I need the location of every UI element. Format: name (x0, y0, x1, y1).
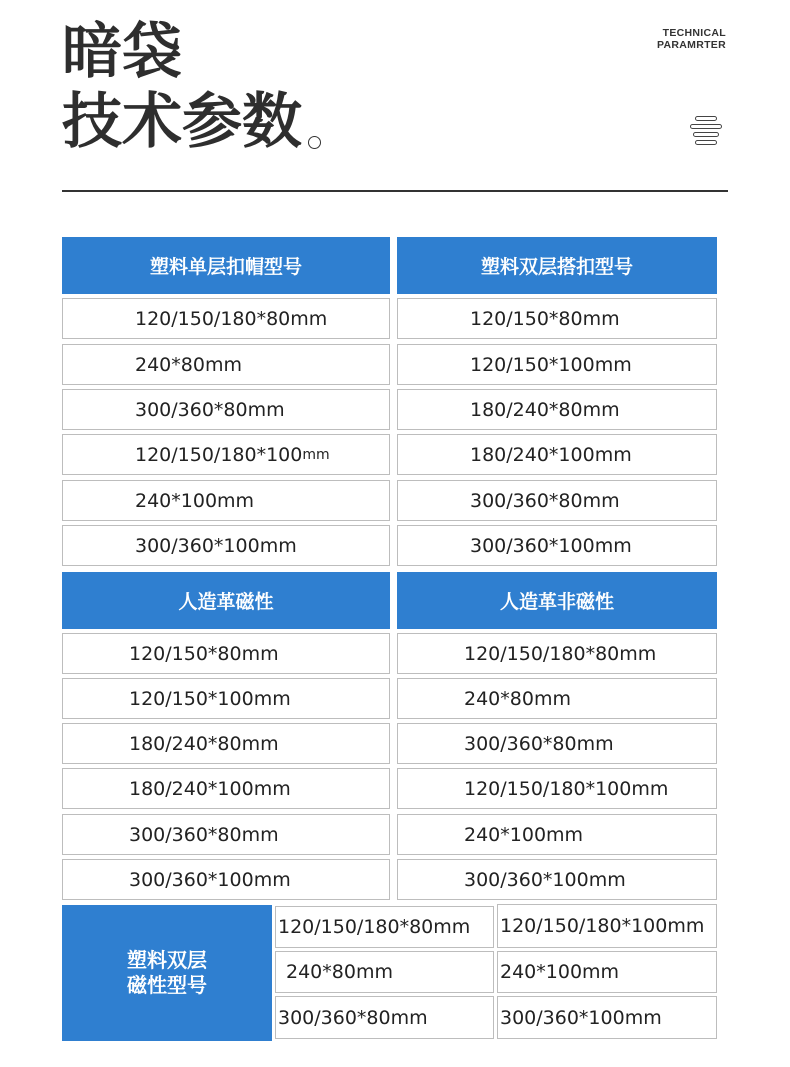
table-cell: 180/240*100mm (397, 434, 717, 475)
table-cell: 300/360*80mm (397, 480, 717, 521)
table-cell: 120/150/180*80mm (397, 633, 717, 674)
table-cell: 300/360*100mm (397, 859, 717, 900)
page-title-line2: 技术参数 (62, 87, 302, 157)
circle-icon (308, 136, 321, 149)
table-cell: 300/360*80mm (397, 723, 717, 764)
header-plastic-double-buckle: 塑料双层搭扣型号 (397, 237, 717, 294)
header-plastic-double-magnetic (62, 905, 272, 1041)
table-cell: 120/150/180*100mm (397, 768, 717, 809)
table-cell: 300/360*100mm (62, 525, 390, 566)
menu-icon[interactable] (690, 116, 722, 148)
table-cell: 120/150*80mm (397, 298, 717, 339)
header-leather-magnetic: 人造革磁性 (62, 572, 390, 629)
table-cell: 300/360*100mm (497, 996, 717, 1039)
table-cell: 240*100mm (497, 951, 717, 993)
table-cell: 300/360*100mm (397, 525, 717, 566)
page-title-line1: 暗袋 (62, 17, 182, 87)
table-cell: 240*80mm (62, 344, 390, 385)
side-label-line1: 塑料双层 (127, 948, 207, 972)
table-cell: 300/360*80mm (275, 996, 494, 1039)
table-cell: 300/360*80mm (62, 814, 390, 855)
table-cell: 120/150/180*80mm (275, 906, 494, 948)
table-cell: 120/150*100mm (62, 678, 390, 719)
table-cell: 120/150/180*100 mm (62, 434, 390, 475)
table-cell: 240*80mm (275, 951, 494, 993)
table-cell: 180/240*100mm (62, 768, 390, 809)
divider (62, 190, 728, 192)
table-cell: 180/240*80mm (397, 389, 717, 430)
technical-label-line2: PARAMRTER (656, 39, 726, 51)
table-cell: 120/150*80mm (62, 633, 390, 674)
table-cell: 120/150/180*100mm (497, 904, 717, 948)
table-cell: 240*100mm (397, 814, 717, 855)
table-cell: 240*100mm (62, 480, 390, 521)
table-cell: 120/150/180*80mm (62, 298, 390, 339)
table-cell: 300/360*100mm (62, 859, 390, 900)
side-label-line2: 磁性型号 (127, 973, 207, 997)
technical-label-line1: TECHNICAL (662, 27, 726, 39)
header-plastic-single-snap: 塑料单层扣帽型号 (62, 237, 390, 294)
unit-suffix: mm (302, 446, 330, 463)
table-cell: 120/150*100mm (397, 344, 717, 385)
technical-label (657, 27, 726, 51)
table-cell: 180/240*80mm (62, 723, 390, 764)
header-leather-nonmagnetic: 人造革非磁性 (397, 572, 717, 629)
table-cell: 240*80mm (397, 678, 717, 719)
table-cell: 300/360*80mm (62, 389, 390, 430)
